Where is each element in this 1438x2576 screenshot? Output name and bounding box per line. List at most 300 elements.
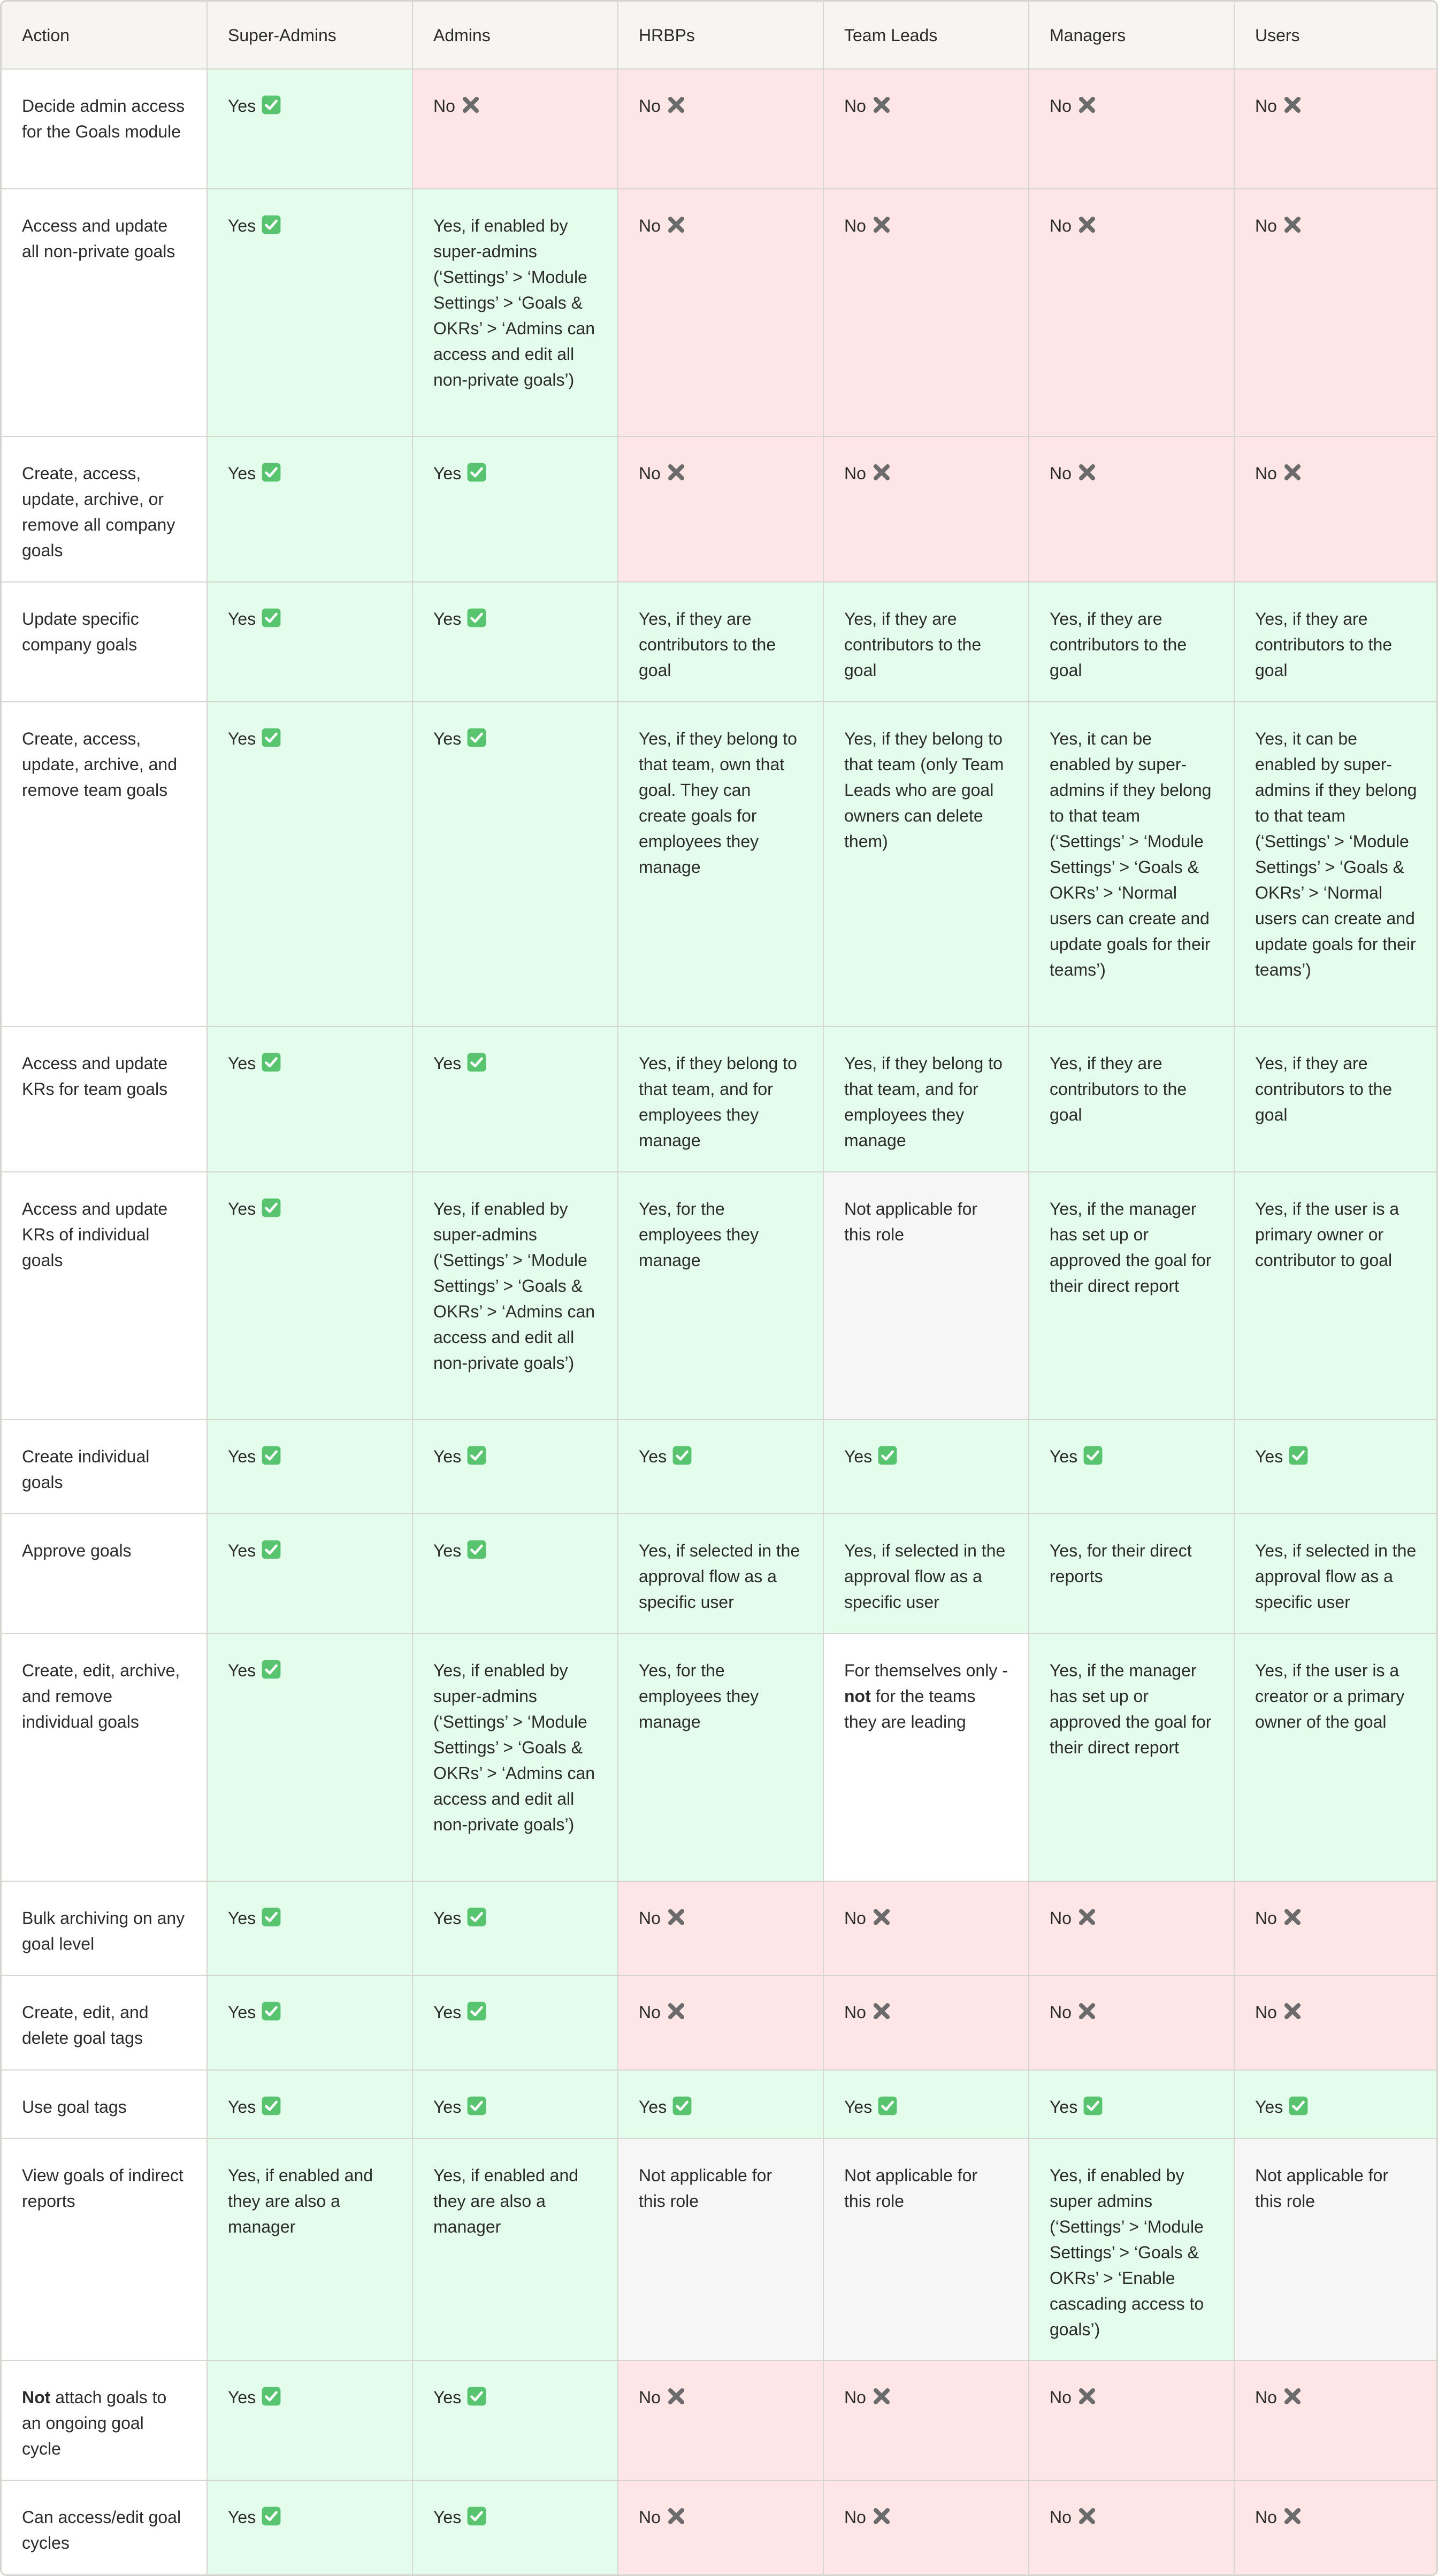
permission-value: Yes	[844, 2097, 873, 2117]
permission-cell-users	[1234, 1420, 1438, 1514]
permission-value: Yes	[433, 1908, 462, 1928]
permission-cell-managers	[1029, 1881, 1234, 1975]
permission-cell-admins	[412, 2480, 618, 2574]
permission-text	[639, 1541, 800, 1612]
check-icon	[261, 1907, 281, 1927]
table-row	[2, 436, 1438, 582]
cross-icon	[871, 214, 892, 235]
permission-cell-team-leads	[823, 1172, 1029, 1420]
permission-cell-team-leads	[823, 1026, 1029, 1172]
permission-text	[1050, 1199, 1211, 1295]
permissions-table	[2, 2, 1438, 2574]
table-row	[2, 582, 1438, 702]
permission-text	[433, 2097, 461, 2117]
permission-text	[433, 1661, 595, 1834]
action-cell	[2, 69, 207, 189]
permission-value: Yes, if enabled and they are also a manager	[433, 2165, 579, 2236]
permission-cell-users	[1234, 2360, 1438, 2480]
check-icon	[466, 2506, 487, 2526]
permission-text	[433, 1908, 461, 1928]
cross-icon	[871, 95, 892, 115]
permission-text	[228, 216, 256, 235]
permission-cell-users	[1234, 436, 1438, 582]
cross-icon	[1282, 2001, 1303, 2021]
permission-cell-team-leads	[823, 436, 1029, 582]
permission-text	[639, 1054, 797, 1150]
permission-text	[1050, 464, 1072, 483]
permission-cell-hrbps	[618, 1881, 823, 1975]
permission-value: Yes, if the manager has set up or approved the goal for their direct report	[1050, 1661, 1212, 1758]
permission-value: No	[639, 96, 661, 116]
permission-text	[844, 2508, 866, 2527]
check-icon	[466, 2386, 487, 2406]
permission-value: Yes	[433, 729, 462, 749]
permission-cell-super-admins	[207, 2070, 412, 2138]
permission-value: Yes, if they belong to that team (only Team Leads who are goal owners can delete them)	[844, 729, 1004, 852]
permission-value: Yes	[228, 464, 256, 484]
permission-value: No	[1050, 2003, 1072, 2022]
permission-value: Yes, if they are contributors to the goal	[1255, 609, 1393, 680]
cross-icon	[1077, 462, 1097, 482]
permission-cell-admins	[412, 1514, 618, 1634]
permission-cell-hrbps	[618, 2480, 823, 2574]
permission-cell-users	[1234, 1026, 1438, 1172]
permission-cell-super-admins	[207, 1172, 412, 1420]
permission-cell-super-admins	[207, 1514, 412, 1634]
permission-cell-admins	[412, 1881, 618, 1975]
permission-cell-hrbps	[618, 436, 823, 582]
permission-cell-super-admins	[207, 2480, 412, 2574]
permission-cell-hrbps	[618, 702, 823, 1026]
permission-cell-managers	[1029, 582, 1234, 702]
permission-cell-team-leads	[823, 2480, 1029, 2574]
check-icon	[466, 1539, 487, 1560]
permission-text	[1255, 2508, 1277, 2527]
cross-icon	[1077, 2001, 1097, 2021]
check-icon	[261, 2386, 281, 2406]
permission-text	[844, 2388, 866, 2407]
permission-cell-managers	[1029, 189, 1234, 436]
table-row	[2, 1026, 1438, 1172]
check-icon	[261, 1445, 281, 1466]
permission-value: Yes	[433, 609, 462, 629]
permission-value: Yes, if selected in the approval flow as a specific user	[844, 1541, 1006, 1612]
permission-cell-team-leads	[823, 1514, 1029, 1634]
permission-value: No	[433, 96, 455, 116]
permission-cell-super-admins	[207, 1634, 412, 1881]
permission-cell-users	[1234, 582, 1438, 702]
permission-value: Yes	[228, 2097, 256, 2117]
check-icon	[261, 608, 281, 628]
permission-value: Yes	[1050, 2097, 1078, 2117]
permission-value: Yes	[639, 2097, 667, 2117]
permission-text	[1255, 2166, 1388, 2211]
column-header-managers: Managers	[1029, 2, 1234, 69]
column-header-team-leads: Team Leads	[823, 2, 1029, 69]
permission-text	[844, 1541, 1005, 1612]
permission-text	[844, 2166, 977, 2211]
permission-text-emphasis: not	[844, 1686, 871, 1706]
permission-value: No	[639, 2507, 661, 2527]
action-label: View goals of indirect reports	[22, 2165, 183, 2211]
permission-cell-super-admins	[207, 436, 412, 582]
check-icon	[261, 2096, 281, 2116]
permission-value: Yes	[639, 1447, 667, 1467]
action-label: Decide admin access for the Goals module	[22, 96, 185, 141]
permission-text	[639, 609, 776, 680]
check-icon	[261, 462, 281, 482]
permission-text	[433, 2508, 461, 2527]
permission-text-before: For themselves only -	[844, 1661, 1008, 1681]
permission-cell-users	[1234, 189, 1438, 436]
table-row	[2, 1975, 1438, 2069]
permission-value: No	[1050, 1908, 1072, 1928]
permission-text	[1050, 2166, 1204, 2339]
permission-cell-hrbps	[618, 1420, 823, 1514]
permission-value: No	[844, 2507, 866, 2527]
permission-value: Yes	[228, 2507, 256, 2527]
permission-value: Yes, it can be enabled by super-admins if they belong to that team (‘Settings’ > ‘Module Settings’ > ‘Goals & OKRs’ > ‘Normal users can create and update goals for their teams’)	[1050, 729, 1212, 980]
permission-text	[639, 729, 797, 877]
permission-cell-users	[1234, 702, 1438, 1026]
permission-text	[228, 1908, 256, 1928]
permission-value: No	[844, 1908, 866, 1928]
check-icon	[466, 1445, 487, 1466]
permission-cell-admins	[412, 2360, 618, 2480]
permission-text	[433, 464, 461, 483]
permission-text	[228, 609, 256, 628]
action-label: Access and update all non-private goals	[22, 216, 175, 262]
table-row	[2, 2480, 1438, 2574]
permission-value: Not applicable for this role	[844, 1199, 978, 1244]
permission-cell-users	[1234, 2070, 1438, 2138]
action-cell	[2, 1881, 207, 1975]
permission-value: No	[844, 2387, 866, 2407]
permission-cell-super-admins	[207, 189, 412, 436]
permission-text	[844, 2097, 872, 2117]
permission-cell-managers	[1029, 1975, 1234, 2069]
permission-cell-users	[1234, 1975, 1438, 2069]
permission-text	[433, 1054, 461, 1073]
permission-cell-team-leads	[823, 1975, 1029, 2069]
permission-cell-admins	[412, 1172, 618, 1420]
cross-icon	[1077, 1907, 1097, 1927]
permission-value: No	[1050, 96, 1072, 116]
cross-icon	[871, 2001, 892, 2021]
permission-cell-team-leads	[823, 1634, 1029, 1881]
cross-icon	[666, 214, 686, 235]
permission-text	[1255, 609, 1392, 680]
permission-cell-super-admins	[207, 1881, 412, 1975]
cross-icon	[1282, 1907, 1303, 1927]
cross-icon	[871, 1907, 892, 1927]
check-icon	[261, 2001, 281, 2021]
permission-value: Yes, if they are contributors to the goal	[1050, 609, 1187, 680]
permission-text	[1255, 729, 1417, 979]
permission-value: No	[1255, 2003, 1277, 2022]
cross-icon	[1077, 214, 1097, 235]
permission-value: No	[1255, 2387, 1277, 2407]
permission-cell-admins	[412, 1420, 618, 1514]
action-cell	[2, 436, 207, 582]
permission-cell-managers	[1029, 1172, 1234, 1420]
action-cell	[2, 582, 207, 702]
permission-value: Yes, if the user is a creator or a primary owner of the goal	[1255, 1661, 1405, 1732]
permission-cell-admins	[412, 2070, 618, 2138]
permission-value: Yes	[433, 2507, 462, 2527]
cross-icon	[1077, 2386, 1097, 2406]
permission-value: Yes	[228, 729, 256, 749]
permission-text	[433, 729, 461, 748]
action-label: Access and update KRs for team goals	[22, 1053, 168, 1099]
action-label: Create, access, update, archive, or remove all company goals	[22, 464, 175, 561]
table-row	[2, 702, 1438, 1026]
permission-cell-admins	[412, 1634, 618, 1881]
permission-cell-users	[1234, 69, 1438, 189]
permission-value: Yes, it can be enabled by super-admins if they belong to that team (‘Settings’ > ‘Module Settings’ > ‘Goals & OKRs’ > ‘Normal users can create and update goals for their teams’)	[1255, 729, 1417, 980]
check-icon	[466, 608, 487, 628]
permission-text	[1255, 1661, 1404, 1731]
cross-icon	[1282, 2386, 1303, 2406]
action-cell	[2, 2070, 207, 2138]
check-icon	[466, 2001, 487, 2021]
action-cell	[2, 189, 207, 436]
permission-text	[1255, 2003, 1277, 2022]
permission-value: Yes	[228, 1199, 256, 1218]
permission-text	[433, 1199, 595, 1373]
permission-value: Yes	[228, 2387, 256, 2407]
check-icon	[1288, 2096, 1309, 2116]
permission-value: No	[844, 96, 866, 116]
permission-cell-users	[1234, 1634, 1438, 1881]
permission-value: Yes	[228, 1908, 256, 1928]
cross-icon	[666, 2386, 686, 2406]
action-label: Bulk archiving on any goal level	[22, 1908, 185, 1954]
table-row	[2, 69, 1438, 189]
check-icon	[1083, 2096, 1103, 2116]
permission-value: Yes, if they are contributors to the goal	[1050, 1053, 1187, 1124]
permission-value: Yes	[228, 609, 256, 629]
permission-cell-team-leads	[823, 1420, 1029, 1514]
permission-cell-hrbps	[618, 2070, 823, 2138]
permission-text	[1050, 609, 1187, 680]
permission-text	[433, 216, 595, 389]
permission-cell-users	[1234, 1172, 1438, 1420]
permission-value: Yes	[228, 1661, 256, 1681]
table-row	[2, 189, 1438, 436]
action-cell	[2, 1634, 207, 1881]
permission-value: No	[1255, 216, 1277, 236]
permission-text	[1050, 1908, 1072, 1928]
action-cell	[2, 1420, 207, 1514]
permission-text	[1255, 1541, 1416, 1612]
permission-value: Yes	[1255, 2097, 1283, 2117]
check-icon	[261, 727, 281, 748]
permission-value: Yes, for their direct reports	[1050, 1541, 1192, 1586]
permission-cell-super-admins	[207, 1026, 412, 1172]
permission-text	[433, 1541, 461, 1560]
permission-cell-team-leads	[823, 69, 1029, 189]
cross-icon	[1077, 2506, 1097, 2526]
permission-cell-admins	[412, 582, 618, 702]
permission-value: No	[1255, 464, 1277, 484]
permission-text	[228, 2097, 256, 2117]
cross-icon	[1282, 2506, 1303, 2526]
permission-text	[433, 2166, 578, 2236]
cross-icon	[1282, 95, 1303, 115]
permission-cell-managers	[1029, 2138, 1234, 2360]
permission-cell-managers	[1029, 2070, 1234, 2138]
check-icon	[261, 95, 281, 115]
permission-text	[639, 2003, 661, 2022]
column-header-hrbps: HRBPs	[618, 2, 823, 69]
action-cell	[2, 1514, 207, 1634]
permission-cell-team-leads	[823, 582, 1029, 702]
permission-value: Yes, if they belong to that team, and for employees they manage	[844, 1053, 1003, 1150]
permission-text	[1255, 1908, 1277, 1928]
permission-text	[1050, 2003, 1072, 2022]
permission-value: No	[639, 1908, 661, 1928]
action-label: Update specific company goals	[22, 609, 139, 655]
permission-value: Not applicable for this role	[844, 2165, 978, 2211]
permission-value: Not applicable for this role	[639, 2165, 772, 2211]
cross-icon	[871, 2506, 892, 2526]
permission-cell-team-leads	[823, 2070, 1029, 2138]
permission-cell-managers	[1029, 2360, 1234, 2480]
permission-value: Yes	[433, 2003, 462, 2022]
permission-value: Yes	[228, 1053, 256, 1073]
action-label: Create, access, update, archive, and remove team goals	[22, 729, 177, 800]
permission-text	[228, 1447, 256, 1466]
table-row	[2, 1514, 1438, 1634]
permission-cell-super-admins	[207, 2138, 412, 2360]
permission-text	[639, 2166, 772, 2211]
cross-icon	[666, 95, 686, 115]
permission-value: Yes	[228, 2003, 256, 2022]
permission-cell-managers	[1029, 2480, 1234, 2574]
permission-cell-team-leads	[823, 189, 1029, 436]
permission-value: Yes, if enabled by super-admins (‘Settings’ > ‘Module Settings’ > ‘Goals & OKRs’ > ‘Admins can access and edit all non-private goals’)	[433, 1199, 595, 1373]
action-label: Access and update KRs of individual goals	[22, 1199, 168, 1270]
permission-text	[639, 464, 661, 483]
permission-text	[1255, 96, 1277, 116]
check-icon	[261, 1198, 281, 1218]
permission-text	[639, 1447, 667, 1466]
permission-value: Yes	[228, 1447, 256, 1467]
permission-value: No	[844, 2003, 866, 2022]
permission-text	[228, 2003, 256, 2022]
check-icon	[466, 2096, 487, 2116]
permission-value: Yes, if they belong to that team, and for employees they manage	[639, 1053, 797, 1150]
permission-text	[1050, 1541, 1192, 1586]
permission-text	[1050, 2388, 1072, 2407]
permission-text	[1050, 216, 1072, 235]
permission-value: No	[639, 216, 661, 236]
table-row	[2, 1420, 1438, 1514]
permission-cell-hrbps	[618, 1514, 823, 1634]
permission-cell-users	[1234, 1514, 1438, 1634]
permission-value: Yes	[433, 2387, 462, 2407]
permission-text	[639, 2388, 661, 2407]
permission-cell-managers	[1029, 69, 1234, 189]
permission-value: Yes	[844, 1447, 873, 1467]
permission-text	[228, 96, 256, 116]
permission-cell-super-admins	[207, 69, 412, 189]
permission-value: Yes, if they are contributors to the goal	[844, 609, 982, 680]
action-cell	[2, 2138, 207, 2360]
column-header-admins: Admins	[412, 2, 618, 69]
permission-text	[228, 1661, 256, 1680]
cross-icon	[1077, 95, 1097, 115]
permission-cell-hrbps	[618, 1634, 823, 1881]
check-icon	[466, 1052, 487, 1072]
permission-cell-super-admins	[207, 702, 412, 1026]
permission-cell-super-admins	[207, 1975, 412, 2069]
cross-icon	[461, 95, 481, 115]
permission-value: Yes, if selected in the approval flow as a specific user	[1255, 1541, 1417, 1612]
check-icon	[672, 1445, 692, 1466]
permission-text	[1050, 729, 1211, 979]
permission-value: Yes	[228, 96, 256, 116]
cross-icon	[871, 462, 892, 482]
permission-text	[1050, 96, 1072, 116]
column-header-super-admins: Super-Admins	[207, 2, 412, 69]
permission-text	[844, 729, 1004, 851]
cross-icon	[1282, 462, 1303, 482]
permission-cell-users	[1234, 1881, 1438, 1975]
permission-text	[844, 2003, 866, 2022]
check-icon	[1083, 1445, 1103, 1466]
action-cell	[2, 1975, 207, 2069]
cross-icon	[666, 462, 686, 482]
cross-icon	[666, 2001, 686, 2021]
permission-cell-admins	[412, 189, 618, 436]
permission-text	[433, 609, 461, 628]
permission-text-after: for the teams they are leading	[844, 1686, 976, 1732]
action-label: attach goals to an ongoing goal cycle	[22, 2387, 167, 2458]
permission-text	[433, 2388, 461, 2407]
permission-text	[228, 1054, 256, 1073]
permission-value: Yes, if enabled and they are also a manager	[228, 2165, 373, 2236]
action-emphasis: Not	[22, 2387, 51, 2407]
permission-cell-admins	[412, 69, 618, 189]
action-label: Can access/edit goal cycles	[22, 2507, 181, 2552]
action-label: Create, edit, and delete goal tags	[22, 2003, 149, 2048]
permission-cell-team-leads	[823, 2138, 1029, 2360]
permission-cell-super-admins	[207, 2360, 412, 2480]
permission-value: No	[1050, 2387, 1072, 2407]
permission-text	[228, 2166, 373, 2236]
permission-value: No	[1255, 2507, 1277, 2527]
table-row	[2, 2360, 1438, 2480]
permission-value: Yes, for the employees they manage	[639, 1199, 759, 1270]
permission-text	[844, 1447, 872, 1466]
action-label: Use goal tags	[22, 2097, 127, 2117]
permission-value: Yes, if enabled by super-admins (‘Settings’ > ‘Module Settings’ > ‘Goals & OKRs’ > ‘Admins can access and edit all non-private goals’)	[433, 1661, 595, 1835]
permission-value: No	[1255, 96, 1277, 116]
check-icon	[466, 462, 487, 482]
permission-text	[228, 2508, 256, 2527]
check-icon	[261, 1052, 281, 1072]
permission-cell-admins	[412, 1026, 618, 1172]
permission-cell-admins	[412, 1975, 618, 2069]
table-row	[2, 2138, 1438, 2360]
check-icon	[261, 1659, 281, 1680]
permission-value: Yes, if they belong to that team, own that goal. They can create goals for employees they manage	[639, 729, 797, 877]
permission-cell-managers	[1029, 702, 1234, 1026]
permission-text	[1255, 216, 1277, 235]
permission-cell-hrbps	[618, 582, 823, 702]
